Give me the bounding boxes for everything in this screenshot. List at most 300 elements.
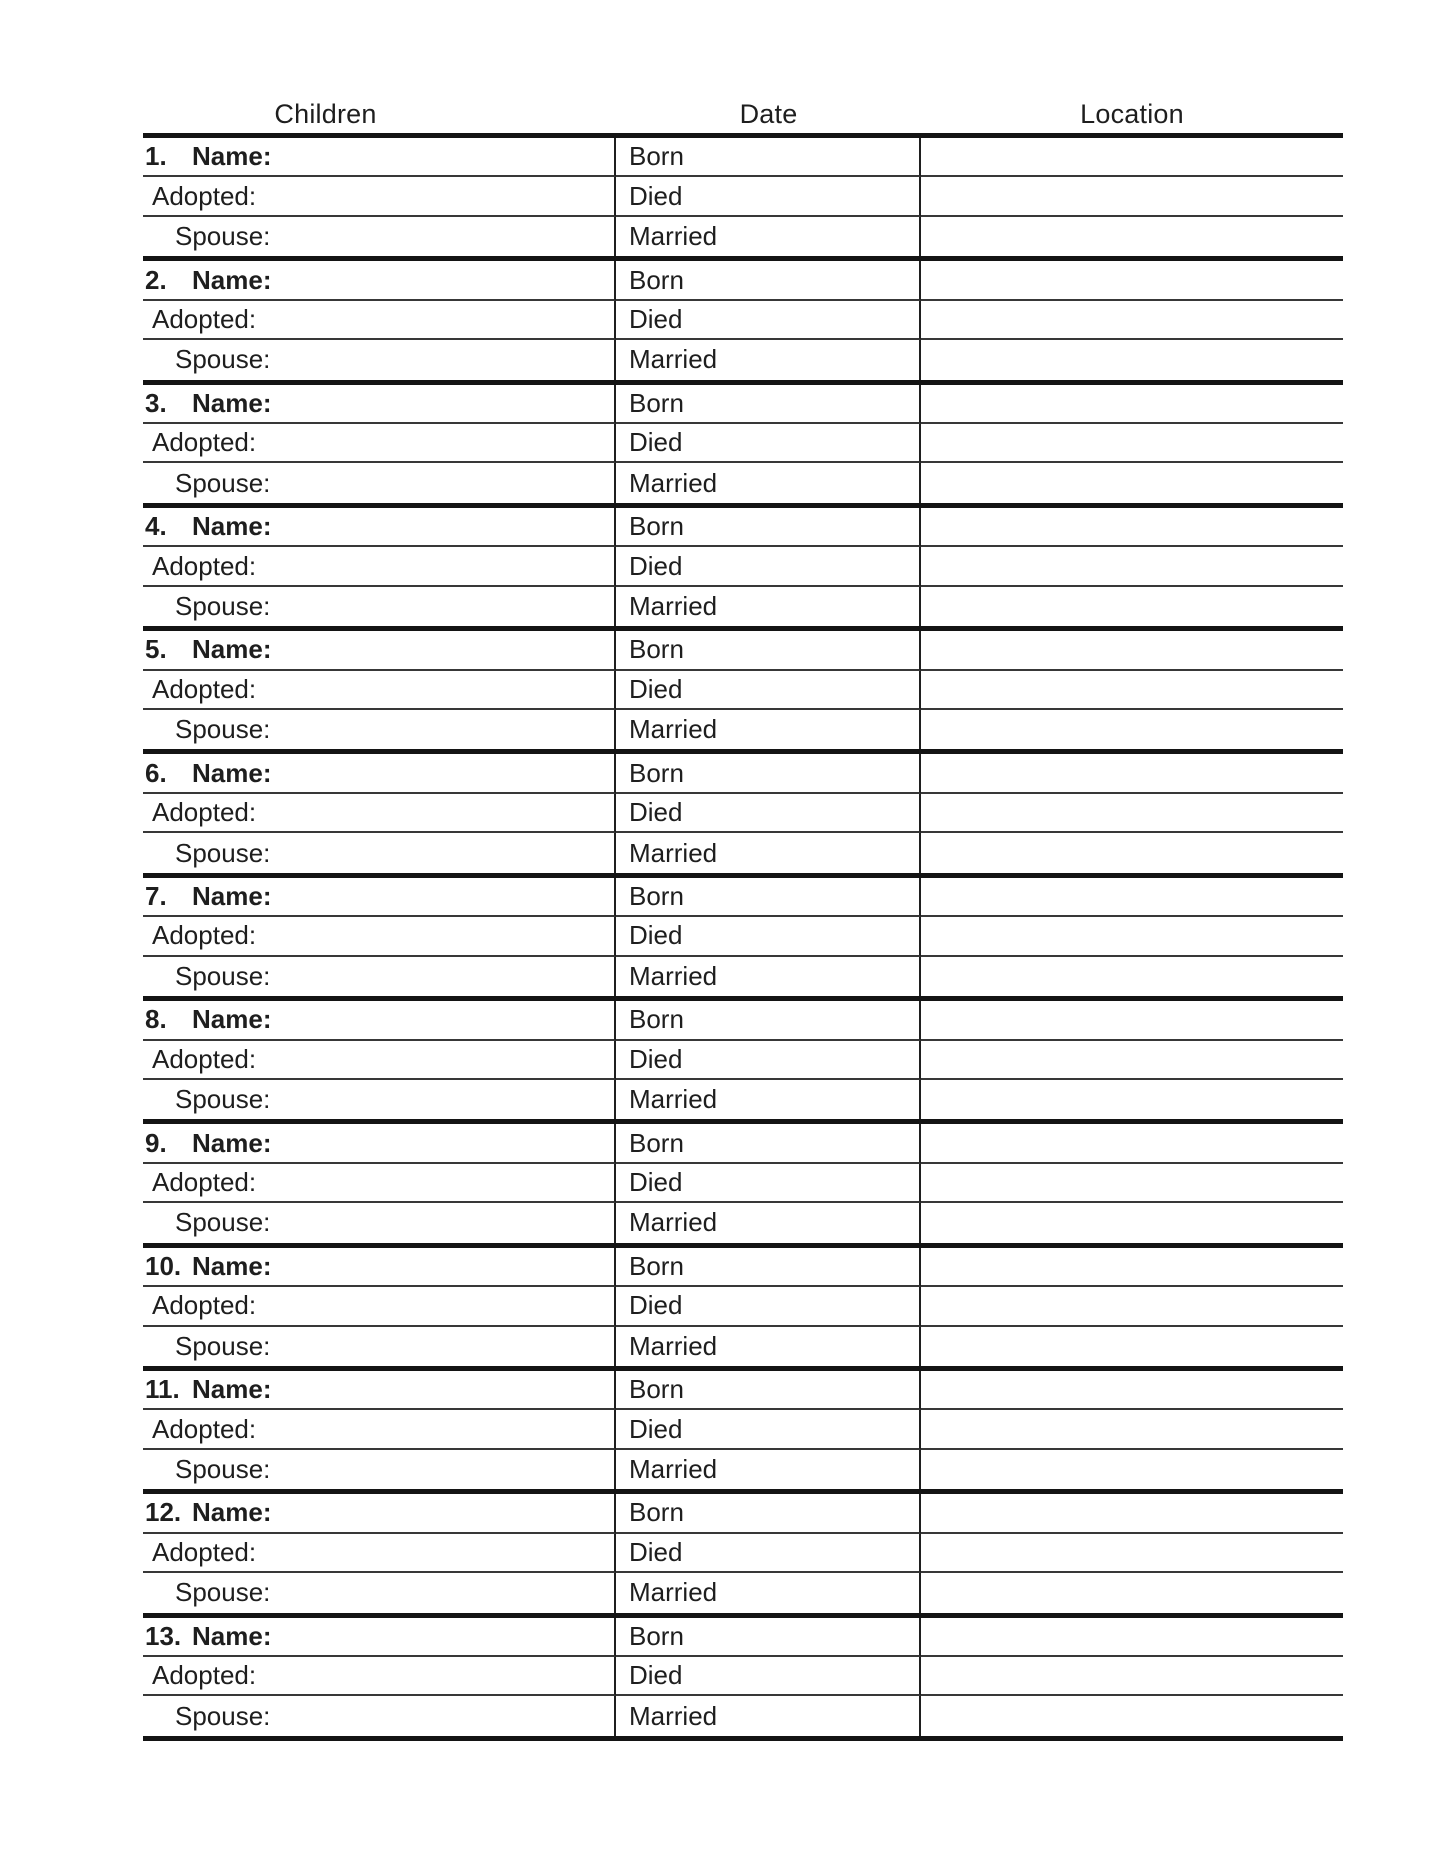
spouse-entry-area[interactable] bbox=[270, 1327, 614, 1366]
married-date-entry-area[interactable] bbox=[717, 833, 919, 872]
born-location-entry-area[interactable] bbox=[921, 1001, 1343, 1038]
name-entry-area[interactable] bbox=[271, 1248, 614, 1285]
adopted-entry-area[interactable] bbox=[256, 671, 614, 708]
adopted-entry-area[interactable] bbox=[256, 1410, 614, 1447]
died-label: Died bbox=[629, 1167, 683, 1198]
spouse-cell bbox=[143, 1327, 616, 1366]
spouse-cell bbox=[143, 710, 616, 749]
married-location-entry-area[interactable] bbox=[921, 1080, 1343, 1119]
died-location-entry-area[interactable] bbox=[921, 1287, 1343, 1324]
adopted-label: Adopted: bbox=[152, 797, 257, 828]
married-location-cell bbox=[921, 217, 1343, 256]
born-cell bbox=[616, 631, 921, 670]
died-label: Died bbox=[629, 673, 683, 704]
died-location-cell bbox=[921, 1534, 1343, 1573]
died-date-entry-area[interactable] bbox=[682, 1041, 919, 1078]
born-location-entry-area[interactable] bbox=[921, 754, 1343, 791]
married-location-entry-area[interactable] bbox=[921, 1696, 1343, 1735]
name-cell bbox=[143, 754, 616, 793]
died-location-entry-area[interactable] bbox=[921, 917, 1343, 954]
married-location-entry-area[interactable] bbox=[921, 463, 1343, 502]
adopted-label: Adopted: bbox=[152, 673, 257, 704]
died-cell bbox=[616, 917, 921, 956]
name-cell bbox=[143, 1124, 616, 1163]
married-location-cell bbox=[921, 833, 1343, 872]
born-location-cell bbox=[921, 138, 1343, 177]
married-label: Married bbox=[629, 1454, 718, 1485]
married-label: Married bbox=[629, 590, 718, 621]
spouse-label: Spouse: bbox=[175, 1330, 271, 1361]
died-location-entry-area[interactable] bbox=[921, 1410, 1343, 1447]
married-label: Married bbox=[629, 837, 718, 868]
died-cell bbox=[616, 424, 921, 463]
children-column-header-label: Children bbox=[274, 99, 377, 129]
name-label: Name: bbox=[192, 1004, 272, 1035]
entry-number: 12. bbox=[145, 1497, 182, 1528]
born-cell bbox=[616, 1494, 921, 1533]
spouse-entry-area[interactable] bbox=[270, 710, 614, 749]
born-date-entry-area[interactable] bbox=[684, 754, 919, 791]
adopted-entry-area[interactable] bbox=[256, 301, 614, 338]
born-label: Born bbox=[629, 141, 684, 172]
name-cell bbox=[143, 1618, 616, 1657]
married-location-cell bbox=[921, 340, 1343, 379]
born-cell bbox=[616, 1248, 921, 1287]
born-label: Born bbox=[629, 1004, 684, 1035]
married-location-cell bbox=[921, 1080, 1343, 1119]
married-cell bbox=[616, 1696, 921, 1735]
spouse-cell bbox=[143, 217, 616, 256]
born-location-entry-area[interactable] bbox=[921, 1494, 1343, 1531]
born-date-entry-area[interactable] bbox=[684, 261, 919, 298]
name-entry-area[interactable] bbox=[271, 261, 614, 298]
spouse-cell bbox=[143, 1573, 616, 1612]
name-cell bbox=[143, 1001, 616, 1040]
spouse-label: Spouse: bbox=[175, 837, 271, 868]
married-cell bbox=[616, 1203, 921, 1242]
died-label: Died bbox=[629, 1043, 683, 1074]
married-date-entry-area[interactable] bbox=[717, 1080, 919, 1119]
married-location-cell bbox=[921, 587, 1343, 626]
adopted-cell bbox=[143, 547, 616, 586]
married-cell bbox=[616, 1080, 921, 1119]
married-cell bbox=[616, 463, 921, 502]
died-cell bbox=[616, 1534, 921, 1573]
died-date-entry-area[interactable] bbox=[682, 547, 919, 584]
died-location-entry-area[interactable] bbox=[921, 177, 1343, 214]
born-location-entry-area[interactable] bbox=[921, 878, 1343, 915]
adopted-entry-area[interactable] bbox=[256, 1287, 614, 1324]
table-header-row bbox=[143, 92, 1343, 133]
born-location-cell bbox=[921, 1494, 1343, 1533]
adopted-entry-area[interactable] bbox=[256, 177, 614, 214]
married-location-cell bbox=[921, 1203, 1343, 1242]
died-location-cell bbox=[921, 671, 1343, 710]
child-entry bbox=[143, 1001, 1343, 1124]
died-date-entry-area[interactable] bbox=[682, 794, 919, 831]
child-entry bbox=[143, 1124, 1343, 1247]
died-label: Died bbox=[629, 1660, 683, 1691]
married-label: Married bbox=[629, 1700, 718, 1731]
child-entry bbox=[143, 878, 1343, 1001]
married-location-entry-area[interactable] bbox=[921, 1327, 1343, 1366]
born-label: Born bbox=[629, 1620, 684, 1651]
child-entry bbox=[143, 1371, 1343, 1494]
born-location-entry-area[interactable] bbox=[921, 138, 1343, 175]
spouse-cell bbox=[143, 340, 616, 379]
child-entry bbox=[143, 385, 1343, 508]
born-location-entry-area[interactable] bbox=[921, 1248, 1343, 1285]
born-location-cell bbox=[921, 1248, 1343, 1287]
adopted-label: Adopted: bbox=[152, 1413, 257, 1444]
born-cell bbox=[616, 385, 921, 424]
died-label: Died bbox=[629, 797, 683, 828]
adopted-cell bbox=[143, 1164, 616, 1203]
died-location-cell bbox=[921, 1164, 1343, 1203]
died-label: Died bbox=[629, 1290, 683, 1321]
died-cell bbox=[616, 1410, 921, 1449]
born-label: Born bbox=[629, 757, 684, 788]
name-cell bbox=[143, 138, 616, 177]
married-location-cell bbox=[921, 1450, 1343, 1489]
married-date-entry-area[interactable] bbox=[717, 710, 919, 749]
married-location-cell bbox=[921, 1573, 1343, 1612]
name-cell bbox=[143, 261, 616, 300]
born-cell bbox=[616, 1371, 921, 1410]
entry-number: 8. bbox=[145, 1004, 167, 1035]
spouse-label: Spouse: bbox=[175, 714, 271, 745]
adopted-label: Adopted: bbox=[152, 1043, 257, 1074]
adopted-cell bbox=[143, 1657, 616, 1696]
spouse-cell bbox=[143, 1450, 616, 1489]
died-cell bbox=[616, 671, 921, 710]
died-date-entry-area[interactable] bbox=[682, 177, 919, 214]
born-cell bbox=[616, 754, 921, 793]
adopted-entry-area[interactable] bbox=[256, 917, 614, 954]
married-cell bbox=[616, 833, 921, 872]
died-cell bbox=[616, 547, 921, 586]
born-location-cell bbox=[921, 385, 1343, 424]
name-label: Name: bbox=[192, 1620, 272, 1651]
spouse-entry-area[interactable] bbox=[270, 1696, 614, 1735]
married-cell bbox=[616, 1450, 921, 1489]
spouse-label: Spouse: bbox=[175, 960, 271, 991]
date-column-header bbox=[616, 99, 921, 130]
entry-number: 9. bbox=[145, 1127, 167, 1158]
died-date-entry-area[interactable] bbox=[682, 671, 919, 708]
died-date-entry-area[interactable] bbox=[682, 1657, 919, 1694]
name-cell bbox=[143, 631, 616, 670]
born-location-entry-area[interactable] bbox=[921, 508, 1343, 545]
spouse-entry-area[interactable] bbox=[270, 1203, 614, 1242]
died-date-entry-area[interactable] bbox=[682, 301, 919, 338]
spouse-entry-area[interactable] bbox=[270, 340, 614, 379]
name-label: Name: bbox=[192, 634, 272, 665]
name-entry-area[interactable] bbox=[271, 1371, 614, 1408]
married-location-entry-area[interactable] bbox=[921, 587, 1343, 626]
adopted-cell bbox=[143, 1410, 616, 1449]
adopted-cell bbox=[143, 1041, 616, 1080]
name-entry-area[interactable] bbox=[271, 1124, 614, 1161]
born-date-entry-area[interactable] bbox=[684, 1618, 919, 1655]
adopted-entry-area[interactable] bbox=[256, 424, 614, 461]
born-location-cell bbox=[921, 1124, 1343, 1163]
name-entry-area[interactable] bbox=[271, 508, 614, 545]
married-location-entry-area[interactable] bbox=[921, 217, 1343, 256]
died-date-entry-area[interactable] bbox=[682, 424, 919, 461]
name-cell bbox=[143, 878, 616, 917]
spouse-cell bbox=[143, 833, 616, 872]
adopted-label: Adopted: bbox=[152, 920, 257, 951]
spouse-label: Spouse: bbox=[175, 344, 271, 375]
spouse-entry-area[interactable] bbox=[270, 1080, 614, 1119]
died-location-entry-area[interactable] bbox=[921, 1657, 1343, 1694]
born-date-entry-area[interactable] bbox=[684, 631, 919, 668]
name-entry-area[interactable] bbox=[271, 1618, 614, 1655]
name-entry-area[interactable] bbox=[271, 631, 614, 668]
died-location-entry-area[interactable] bbox=[921, 424, 1343, 461]
married-location-entry-area[interactable] bbox=[921, 340, 1343, 379]
died-label: Died bbox=[629, 1536, 683, 1567]
name-cell bbox=[143, 385, 616, 424]
entry-number: 2. bbox=[145, 264, 167, 295]
adopted-cell bbox=[143, 794, 616, 833]
adopted-label: Adopted: bbox=[152, 1660, 257, 1691]
name-cell bbox=[143, 1248, 616, 1287]
entry-number: 10. bbox=[145, 1250, 182, 1281]
born-label: Born bbox=[629, 1250, 684, 1281]
adopted-cell bbox=[143, 671, 616, 710]
married-location-entry-area[interactable] bbox=[921, 710, 1343, 749]
married-label: Married bbox=[629, 1084, 718, 1115]
name-label: Name: bbox=[192, 1497, 272, 1528]
name-entry-area[interactable] bbox=[271, 878, 614, 915]
married-date-entry-area[interactable] bbox=[717, 1696, 919, 1735]
born-date-entry-area[interactable] bbox=[684, 385, 919, 422]
born-location-cell bbox=[921, 1618, 1343, 1657]
name-entry-area[interactable] bbox=[271, 754, 614, 791]
died-location-entry-area[interactable] bbox=[921, 547, 1343, 584]
died-location-cell bbox=[921, 177, 1343, 216]
died-location-entry-area[interactable] bbox=[921, 1164, 1343, 1201]
spouse-entry-area[interactable] bbox=[270, 587, 614, 626]
born-date-entry-area[interactable] bbox=[684, 1124, 919, 1161]
adopted-label: Adopted: bbox=[152, 1290, 257, 1321]
adopted-cell bbox=[143, 917, 616, 956]
died-cell bbox=[616, 1164, 921, 1203]
adopted-entry-area[interactable] bbox=[256, 1657, 614, 1694]
name-entry-area[interactable] bbox=[271, 385, 614, 422]
died-cell bbox=[616, 1041, 921, 1080]
born-label: Born bbox=[629, 387, 684, 418]
name-entry-area[interactable] bbox=[271, 1494, 614, 1531]
married-label: Married bbox=[629, 960, 718, 991]
married-label: Married bbox=[629, 467, 718, 498]
married-location-cell bbox=[921, 710, 1343, 749]
spouse-cell bbox=[143, 1696, 616, 1735]
child-entry bbox=[143, 1248, 1343, 1371]
entry-number: 13. bbox=[145, 1620, 182, 1651]
born-label: Born bbox=[629, 880, 684, 911]
died-cell bbox=[616, 1287, 921, 1326]
married-date-entry-area[interactable] bbox=[717, 1203, 919, 1242]
spouse-entry-area[interactable] bbox=[270, 833, 614, 872]
born-date-entry-area[interactable] bbox=[684, 1248, 919, 1285]
adopted-entry-area[interactable] bbox=[256, 1164, 614, 1201]
married-cell bbox=[616, 340, 921, 379]
died-label: Died bbox=[629, 1413, 683, 1444]
adopted-entry-area[interactable] bbox=[256, 547, 614, 584]
spouse-entry-area[interactable] bbox=[270, 957, 614, 996]
spouse-label: Spouse: bbox=[175, 1700, 271, 1731]
spouse-cell bbox=[143, 587, 616, 626]
married-date-entry-area[interactable] bbox=[717, 957, 919, 996]
died-date-entry-area[interactable] bbox=[682, 1287, 919, 1324]
born-date-entry-area[interactable] bbox=[684, 1001, 919, 1038]
born-location-cell bbox=[921, 631, 1343, 670]
born-label: Born bbox=[629, 511, 684, 542]
born-date-entry-area[interactable] bbox=[684, 1494, 919, 1531]
name-cell bbox=[143, 1494, 616, 1533]
born-location-entry-area[interactable] bbox=[921, 1618, 1343, 1655]
adopted-cell bbox=[143, 177, 616, 216]
spouse-cell bbox=[143, 1203, 616, 1242]
name-label: Name: bbox=[192, 1250, 272, 1281]
born-label: Born bbox=[629, 1127, 684, 1158]
married-location-entry-area[interactable] bbox=[921, 1573, 1343, 1612]
died-location-entry-area[interactable] bbox=[921, 301, 1343, 338]
born-date-entry-area[interactable] bbox=[684, 138, 919, 175]
married-location-entry-area[interactable] bbox=[921, 833, 1343, 872]
died-location-cell bbox=[921, 917, 1343, 956]
married-cell bbox=[616, 587, 921, 626]
married-label: Married bbox=[629, 344, 718, 375]
name-label: Name: bbox=[192, 511, 272, 542]
entry-number: 7. bbox=[145, 880, 167, 911]
spouse-entry-area[interactable] bbox=[270, 1573, 614, 1612]
born-location-entry-area[interactable] bbox=[921, 261, 1343, 298]
born-date-entry-area[interactable] bbox=[684, 1371, 919, 1408]
died-date-entry-area[interactable] bbox=[682, 1164, 919, 1201]
died-location-cell bbox=[921, 794, 1343, 833]
married-date-entry-area[interactable] bbox=[717, 1450, 919, 1489]
born-cell bbox=[616, 1001, 921, 1040]
spouse-label: Spouse: bbox=[175, 1084, 271, 1115]
died-date-entry-area[interactable] bbox=[682, 917, 919, 954]
spouse-label: Spouse: bbox=[175, 1577, 271, 1608]
born-label: Born bbox=[629, 634, 684, 665]
married-date-entry-area[interactable] bbox=[717, 1573, 919, 1612]
adopted-label: Adopted: bbox=[152, 1167, 257, 1198]
married-date-entry-area[interactable] bbox=[717, 587, 919, 626]
born-cell bbox=[616, 508, 921, 547]
died-location-cell bbox=[921, 1041, 1343, 1080]
married-location-entry-area[interactable] bbox=[921, 1203, 1343, 1242]
died-location-entry-area[interactable] bbox=[921, 1534, 1343, 1571]
born-date-entry-area[interactable] bbox=[684, 878, 919, 915]
name-label: Name: bbox=[192, 1127, 272, 1158]
child-entry bbox=[143, 631, 1343, 754]
married-date-entry-area[interactable] bbox=[717, 463, 919, 502]
born-location-entry-area[interactable] bbox=[921, 1124, 1343, 1161]
died-location-entry-area[interactable] bbox=[921, 671, 1343, 708]
died-location-entry-area[interactable] bbox=[921, 794, 1343, 831]
born-cell bbox=[616, 1618, 921, 1657]
entry-number: 3. bbox=[145, 387, 167, 418]
died-location-cell bbox=[921, 1287, 1343, 1326]
born-location-entry-area[interactable] bbox=[921, 1371, 1343, 1408]
spouse-label: Spouse: bbox=[175, 590, 271, 621]
died-location-cell bbox=[921, 424, 1343, 463]
died-date-entry-area[interactable] bbox=[682, 1410, 919, 1447]
married-cell bbox=[616, 217, 921, 256]
born-location-cell bbox=[921, 261, 1343, 300]
children-column-header bbox=[143, 99, 616, 130]
married-location-entry-area[interactable] bbox=[921, 957, 1343, 996]
married-date-entry-area[interactable] bbox=[717, 340, 919, 379]
died-cell bbox=[616, 1657, 921, 1696]
child-entry bbox=[143, 261, 1343, 384]
married-label: Married bbox=[629, 1330, 718, 1361]
born-date-entry-area[interactable] bbox=[684, 508, 919, 545]
spouse-label: Spouse: bbox=[175, 1454, 271, 1485]
adopted-entry-area[interactable] bbox=[256, 1041, 614, 1078]
married-date-entry-area[interactable] bbox=[717, 1327, 919, 1366]
spouse-label: Spouse: bbox=[175, 467, 271, 498]
died-label: Died bbox=[629, 427, 683, 458]
born-location-cell bbox=[921, 1001, 1343, 1040]
name-cell bbox=[143, 508, 616, 547]
adopted-entry-area[interactable] bbox=[256, 1534, 614, 1571]
name-label: Name: bbox=[192, 880, 272, 911]
name-entry-area[interactable] bbox=[271, 1001, 614, 1038]
married-location-cell bbox=[921, 463, 1343, 502]
born-location-entry-area[interactable] bbox=[921, 385, 1343, 422]
spouse-entry-area[interactable] bbox=[270, 217, 614, 256]
entry-number: 11. bbox=[145, 1374, 180, 1405]
born-cell bbox=[616, 261, 921, 300]
born-location-entry-area[interactable] bbox=[921, 631, 1343, 668]
adopted-entry-area[interactable] bbox=[256, 794, 614, 831]
died-date-entry-area[interactable] bbox=[682, 1534, 919, 1571]
adopted-cell bbox=[143, 1287, 616, 1326]
spouse-entry-area[interactable] bbox=[270, 1450, 614, 1489]
died-label: Died bbox=[629, 303, 683, 334]
spouse-cell bbox=[143, 1080, 616, 1119]
location-column-header bbox=[921, 99, 1343, 130]
died-location-entry-area[interactable] bbox=[921, 1041, 1343, 1078]
married-date-entry-area[interactable] bbox=[717, 217, 919, 256]
married-cell bbox=[616, 710, 921, 749]
born-cell bbox=[616, 878, 921, 917]
name-entry-area[interactable] bbox=[271, 138, 614, 175]
born-cell bbox=[616, 1124, 921, 1163]
married-location-entry-area[interactable] bbox=[921, 1450, 1343, 1489]
adopted-cell bbox=[143, 424, 616, 463]
spouse-cell bbox=[143, 463, 616, 502]
spouse-entry-area[interactable] bbox=[270, 463, 614, 502]
adopted-label: Adopted: bbox=[152, 180, 257, 211]
died-location-cell bbox=[921, 1657, 1343, 1696]
born-cell bbox=[616, 138, 921, 177]
died-cell bbox=[616, 301, 921, 340]
died-label: Died bbox=[629, 550, 683, 581]
born-label: Born bbox=[629, 1497, 684, 1528]
married-cell bbox=[616, 957, 921, 996]
married-location-cell bbox=[921, 1327, 1343, 1366]
adopted-label: Adopted: bbox=[152, 303, 257, 334]
name-label: Name: bbox=[192, 387, 272, 418]
